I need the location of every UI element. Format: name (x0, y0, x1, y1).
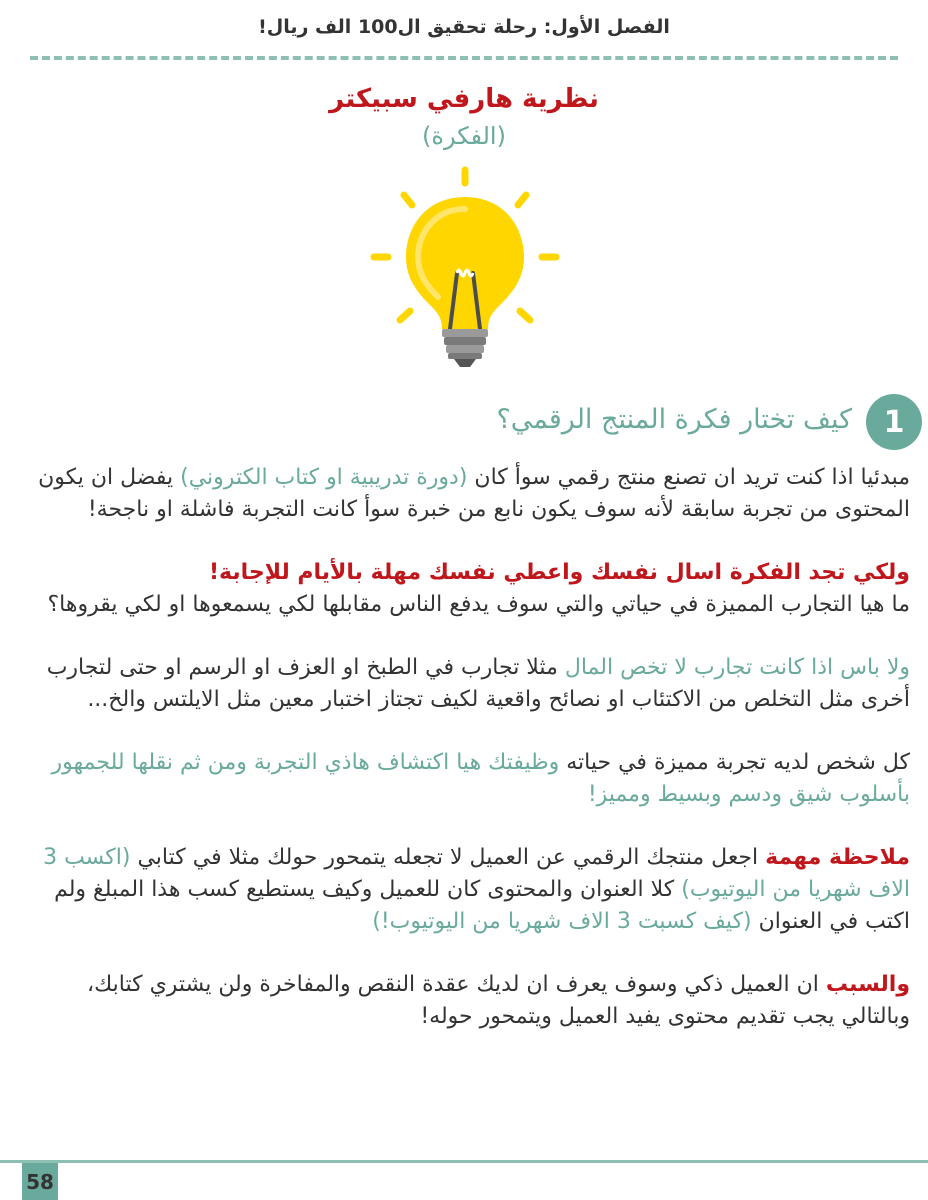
question-heading: كيف تختار فكرة المنتج الرقمي؟ (496, 404, 852, 435)
highlight-teal: (دورة تدريبية او كتاب الكتروني) (180, 465, 468, 490)
text-span: ما هيا التجارب المميزة في حياتي والتي سوف يدفع الناس مقابلها لكي يسمعوها او لكي يقروها؟ (47, 592, 910, 617)
paragraph-reason (18, 969, 910, 1033)
light-bulb-icon (360, 165, 570, 375)
text-span: كلا العنوان والمحتوى كان للعميل وكيف يستطيع كسب هذا المبلغ ولم اكتب في العنوان (54, 877, 910, 934)
highlight-teal: وظيفتك هيا اكتشاف هاذي التجربة ومن ثم (179, 750, 560, 775)
header-divider (30, 56, 898, 60)
text-span: اجعل منتجك الرقمي عن العميل لا تجعله يتمحور حولك مثلا في كتابي (130, 845, 766, 870)
paragraph-find-idea (18, 557, 910, 621)
highlight-red: ولكي تجد الفكرة اسال نفسك واعطي نفسك مهلة بالأيام للإجابة! (209, 560, 910, 585)
highlight-red: ملاحظة مهمة (765, 845, 910, 870)
text-span: كل شخص لديه تجربة مميزة في حياته (559, 750, 910, 775)
text-span: مثلا تجارب في الطبخ او العزف او الرسم او حتى لتجارب أخرى مثل التخلص من الاكتئاب او نصائح واقعية لكيف تجتاز اختبار معين مثل الايلتس والخ... (46, 655, 910, 712)
section-title: نظرية هارفي سبيكتر (329, 84, 599, 114)
paragraph-intro (18, 462, 910, 526)
highlight-red: والسبب (825, 972, 910, 997)
highlight-teal: (اكسب 3 الاف شهريا من اليوتيوب) (43, 845, 910, 902)
text-span: ان العميل ذكي وسوف يعرف ان لديك عقدة النقص والمفاخرة ولن يشتري كتابك، وبالتالي يجب تقديم محتوى يفيد العميل ويتمحور حوله! (87, 972, 910, 1029)
highlight-teal: (كيف كسبت 3 الاف شهريا من اليوتيوب!) (372, 909, 752, 934)
question-number-badge: 1 (866, 394, 922, 450)
chapter-header: الفصل الأول: رحلة تحقيق ال100 الف ريال! (258, 16, 670, 38)
paragraph-note (18, 842, 910, 938)
text-span: مبدئيا اذا كنت تريد ان تصنع منتج رقمي سوأ كان (467, 465, 910, 490)
paragraph-everyone (18, 747, 910, 811)
footer-divider (0, 1160, 928, 1163)
highlight-teal: نقلها للجمهور بأسلوب شيق ودسم وبسيط ومميز! (51, 750, 910, 807)
text-span: يفضل ان يكون المحتوى من تجربة سابقة لأنه سوف يكون نابع من خبرة سوأ كانت التجربة فاشلة او ناجحة! (38, 465, 910, 522)
paragraph-experiences (18, 652, 910, 716)
highlight-teal: ولا باس اذا كانت تجارب لا تخص المال (564, 655, 910, 680)
article-body (18, 462, 910, 1064)
section-subtitle: (الفكرة) (422, 122, 506, 150)
page-number: 58 (22, 1163, 58, 1200)
